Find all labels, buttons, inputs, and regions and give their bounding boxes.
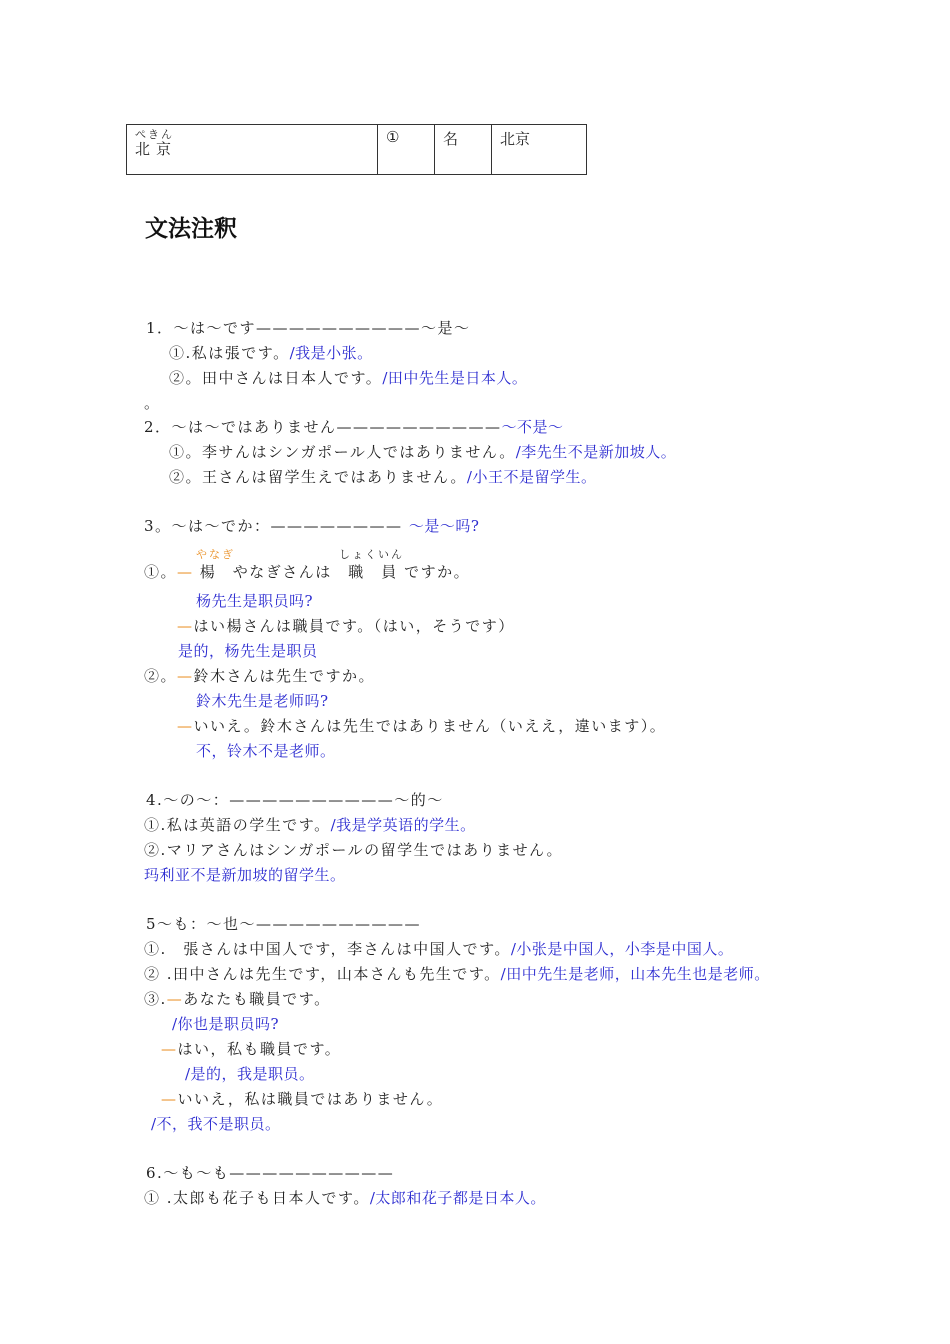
s3-answer-2 bbox=[177, 716, 666, 736]
s5-ans1-jp: はい，私も職員です。 bbox=[177, 1040, 342, 1058]
s5-ex2-jp: ② .田中さんは先生です，山本さんも先生です。 bbox=[144, 965, 501, 983]
s1-ex2-cn: /田中先生是日本人。 bbox=[382, 369, 528, 387]
s2-example-2 bbox=[169, 467, 596, 487]
s3-ans2-cn: 不，铃木不是老师。 bbox=[196, 742, 336, 760]
s5-ex3-number: ③. bbox=[144, 990, 167, 1008]
vocab-pos: 名 bbox=[435, 125, 492, 175]
s3-ex1-dash: — bbox=[177, 563, 194, 581]
s5-ans2-dash: — bbox=[161, 1090, 178, 1108]
s5-example-3 bbox=[144, 989, 331, 1009]
s3-ruby-shokuin: しょくいん bbox=[339, 548, 404, 561]
s4-ex1-cn: /我是学英语的学生。 bbox=[330, 816, 476, 834]
s5-ex3-dash: — bbox=[166, 990, 184, 1008]
s5-example-2 bbox=[144, 964, 770, 984]
s4-heading: 4.～の～：——————————～的～ bbox=[146, 791, 444, 809]
s3-example-1 bbox=[144, 562, 470, 582]
s4-ex1-jp: ①.私は英語の学生です。 bbox=[144, 816, 331, 834]
s5-ans2-jp: いいえ，私は職員ではありません。 bbox=[177, 1090, 444, 1108]
s3-ruby-yanagi: やなぎ bbox=[196, 548, 235, 561]
s6-heading: 6.～も～も—————————— bbox=[146, 1164, 395, 1182]
s5-ex3-cn: /你也是职员吗? bbox=[172, 1015, 280, 1033]
s2-ex1-cn: /李先生不是新加坡人。 bbox=[515, 443, 677, 461]
s5-answer-1 bbox=[161, 1039, 341, 1059]
s5-ex3-jp: あなたも職員です。 bbox=[183, 990, 331, 1008]
s2-ex2-jp: ②。王さんは留学生えではありません。 bbox=[169, 468, 467, 486]
s3-ex1-number: ①。 bbox=[144, 563, 178, 581]
s1-example-1 bbox=[169, 343, 373, 363]
vocab-meaning: 北京 bbox=[492, 125, 587, 175]
s3-ex2-jp: 鈴木さんは先生ですか。 bbox=[193, 667, 376, 685]
s3-ans1-cn: 是的，杨先生是职员 bbox=[178, 642, 318, 660]
s5-answer-2 bbox=[161, 1089, 443, 1109]
s5-ans1-dash: — bbox=[161, 1040, 178, 1058]
s5-example-1 bbox=[144, 939, 733, 959]
s5-ex1-jp: ①. 張さんは中国人です，李さんは中国人です。 bbox=[144, 940, 511, 958]
s3-ans1-jp: はい楊さんは職員です。（はい，そうです） bbox=[193, 617, 515, 635]
vocab-word: 北京 bbox=[135, 140, 178, 158]
s2-heading-text: 2．～は～ではありません—————————— bbox=[144, 418, 502, 436]
s3-ex2-cn: 鈴木先生是老师吗? bbox=[196, 692, 329, 710]
vocab-row bbox=[127, 125, 587, 175]
s3-ans2-jp: いいえ。鈴木さんは先生ではありません（いええ，違います）。 bbox=[193, 717, 667, 735]
s1-heading bbox=[146, 318, 471, 338]
s3-ex1-jp: 楊 やなぎさんは 職 員 ですか。 bbox=[199, 563, 471, 581]
s6-ex1-cn: /太郎和花子都是日本人。 bbox=[369, 1189, 546, 1207]
s2-heading-cn: ～不是～ bbox=[501, 418, 564, 436]
vocab-reading: ぺきん bbox=[135, 128, 174, 141]
s3-answer-1 bbox=[177, 616, 515, 636]
s1-heading-text: 1．～は～です——————————～是～ bbox=[146, 319, 471, 337]
s3-heading bbox=[144, 516, 479, 536]
s5-ans2-cn: /不，我不是职员。 bbox=[151, 1115, 281, 1133]
s2-heading bbox=[144, 417, 564, 437]
s1-ex2-jp: ②。田中さんは日本人です。 bbox=[169, 369, 383, 387]
s3-example-2 bbox=[144, 666, 375, 686]
s6-ex1-jp: ① .太郎も花子も日本人です。 bbox=[144, 1189, 370, 1207]
s3-ans2-dash: — bbox=[177, 717, 194, 735]
s3-ex2-number: ②。 bbox=[144, 667, 178, 685]
s3-heading-cn: ～是～吗? bbox=[408, 517, 480, 535]
page-title: 文法注釈 bbox=[145, 216, 237, 242]
s5-heading: 5～も：～也～—————————— bbox=[146, 915, 422, 933]
s1-ex1-jp: ①.私は張です。 bbox=[169, 344, 290, 362]
s6-example-1 bbox=[144, 1188, 546, 1208]
s4-ex2-cn: 玛利亚不是新加坡的留学生。 bbox=[144, 866, 346, 884]
s2-ex1-jp: ①。李サんはシンガポール人ではありません。 bbox=[169, 443, 516, 461]
s5-ex2-cn: /田中先生是老师，山本先生也是老师。 bbox=[500, 965, 770, 983]
s1-ex1-cn: /我是小张。 bbox=[289, 344, 373, 362]
s3-ex2-dash: — bbox=[177, 667, 194, 685]
s3-ex1-cn: 杨先生是职员吗? bbox=[196, 592, 314, 610]
vocab-number: ① bbox=[378, 125, 435, 175]
s5-ans1-cn: /是的，我是职员。 bbox=[185, 1065, 315, 1083]
s3-ans1-dash: — bbox=[177, 617, 194, 635]
vocab-word-cell bbox=[127, 125, 378, 175]
s4-example-1 bbox=[144, 815, 476, 835]
s4-example-2: ②.マリアさんはシンガポールの留学生ではありません。 bbox=[144, 841, 563, 859]
s2-example-1 bbox=[169, 442, 676, 462]
vocab-table bbox=[126, 124, 587, 175]
s1-stray-mark: 。 bbox=[144, 394, 161, 412]
s3-heading-text: 3。～は～でか：———————— bbox=[144, 517, 403, 535]
s2-ex2-cn: /小王不是留学生。 bbox=[466, 468, 597, 486]
s5-ex1-cn: /小张是中国人，小李是中国人。 bbox=[510, 940, 734, 958]
s1-example-2 bbox=[169, 368, 527, 388]
